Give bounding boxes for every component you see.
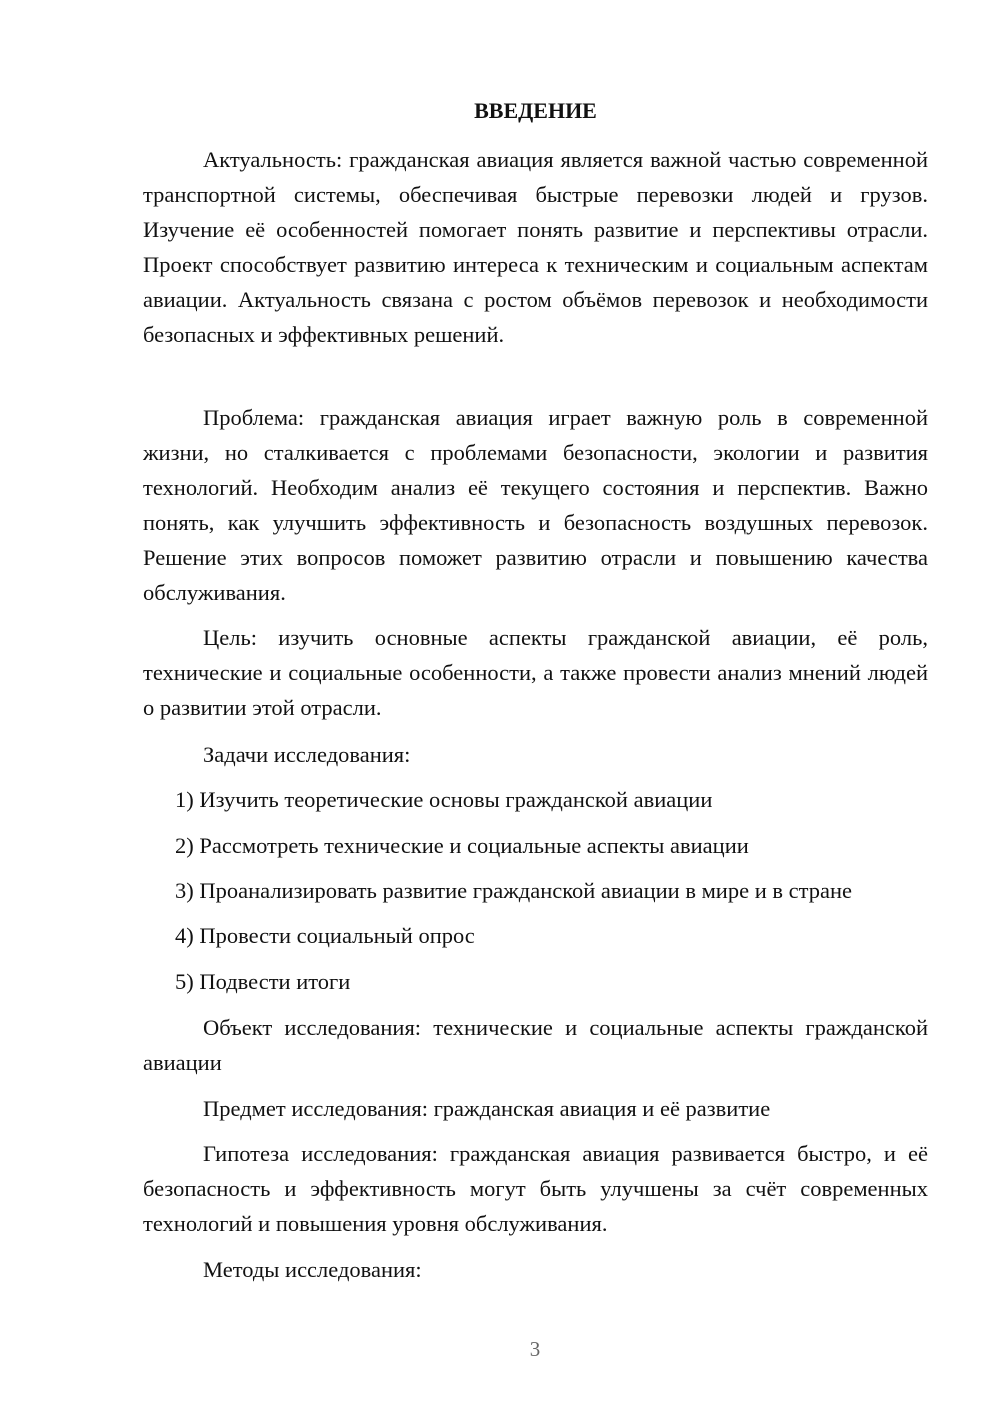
object-paragraph: Объект исследования: технические и социальные аспекты гражданской авиации	[143, 1015, 928, 1075]
task-item-2: 2) Рассмотреть технические и социальные аспекты авиации	[175, 833, 749, 858]
methods-heading: Методы исследования:	[203, 1257, 422, 1282]
task-item-5: 5) Подвести итоги	[175, 969, 351, 994]
task-item-1: 1) Изучить теоретические основы гражданской авиации	[175, 787, 713, 812]
tasks-heading: Задачи исследования:	[203, 742, 411, 767]
page-title: ВВЕДЕНИЕ	[474, 98, 597, 123]
hypothesis-paragraph: Гипотеза исследования: гражданская авиация развивается быстро, и её безопасность и эффективность могут быть улучшены за счёт современных технологий и повышения уровня обслуживания.	[143, 1141, 928, 1236]
task-item-4: 4) Провести социальный опрос	[175, 923, 475, 948]
relevance-paragraph: Актуальность: гражданская авиация является важной частью современной транспортной системы, обеспечивая быстрые перевозки людей и грузов. Изучение её особенностей помогает понять развитие и перспективы отрасли. Проект способствует развитию интереса к техническим и социальным аспектам авиации. Актуальность связана с ростом объёмов перевозок и необходимости безопасных и эффективных решений.	[143, 147, 928, 347]
task-item-3: 3) Проанализировать развитие гражданской авиации в мире и в стране	[175, 878, 852, 903]
problem-paragraph: Проблема: гражданская авиация играет важную роль в современной жизни, но сталкивается с проблемами безопасности, экологии и развития технологий. Необходим анализ её текущего состояния и перспектив. Важно понять, как улучшить эффективность и безопасность воздушных перевозок. Решение этих вопросов поможет развитию отрасли и повышению качества обслуживания.	[143, 405, 928, 605]
goal-paragraph: Цель: изучить основные аспекты гражданской авиации, её роль, технические и социальные особенности, а также провести анализ мнений людей о развитии этой отрасли.	[143, 625, 928, 720]
subject-paragraph: Предмет исследования: гражданская авиация и её развитие	[203, 1096, 771, 1121]
page-number: 3	[529, 1337, 541, 1361]
